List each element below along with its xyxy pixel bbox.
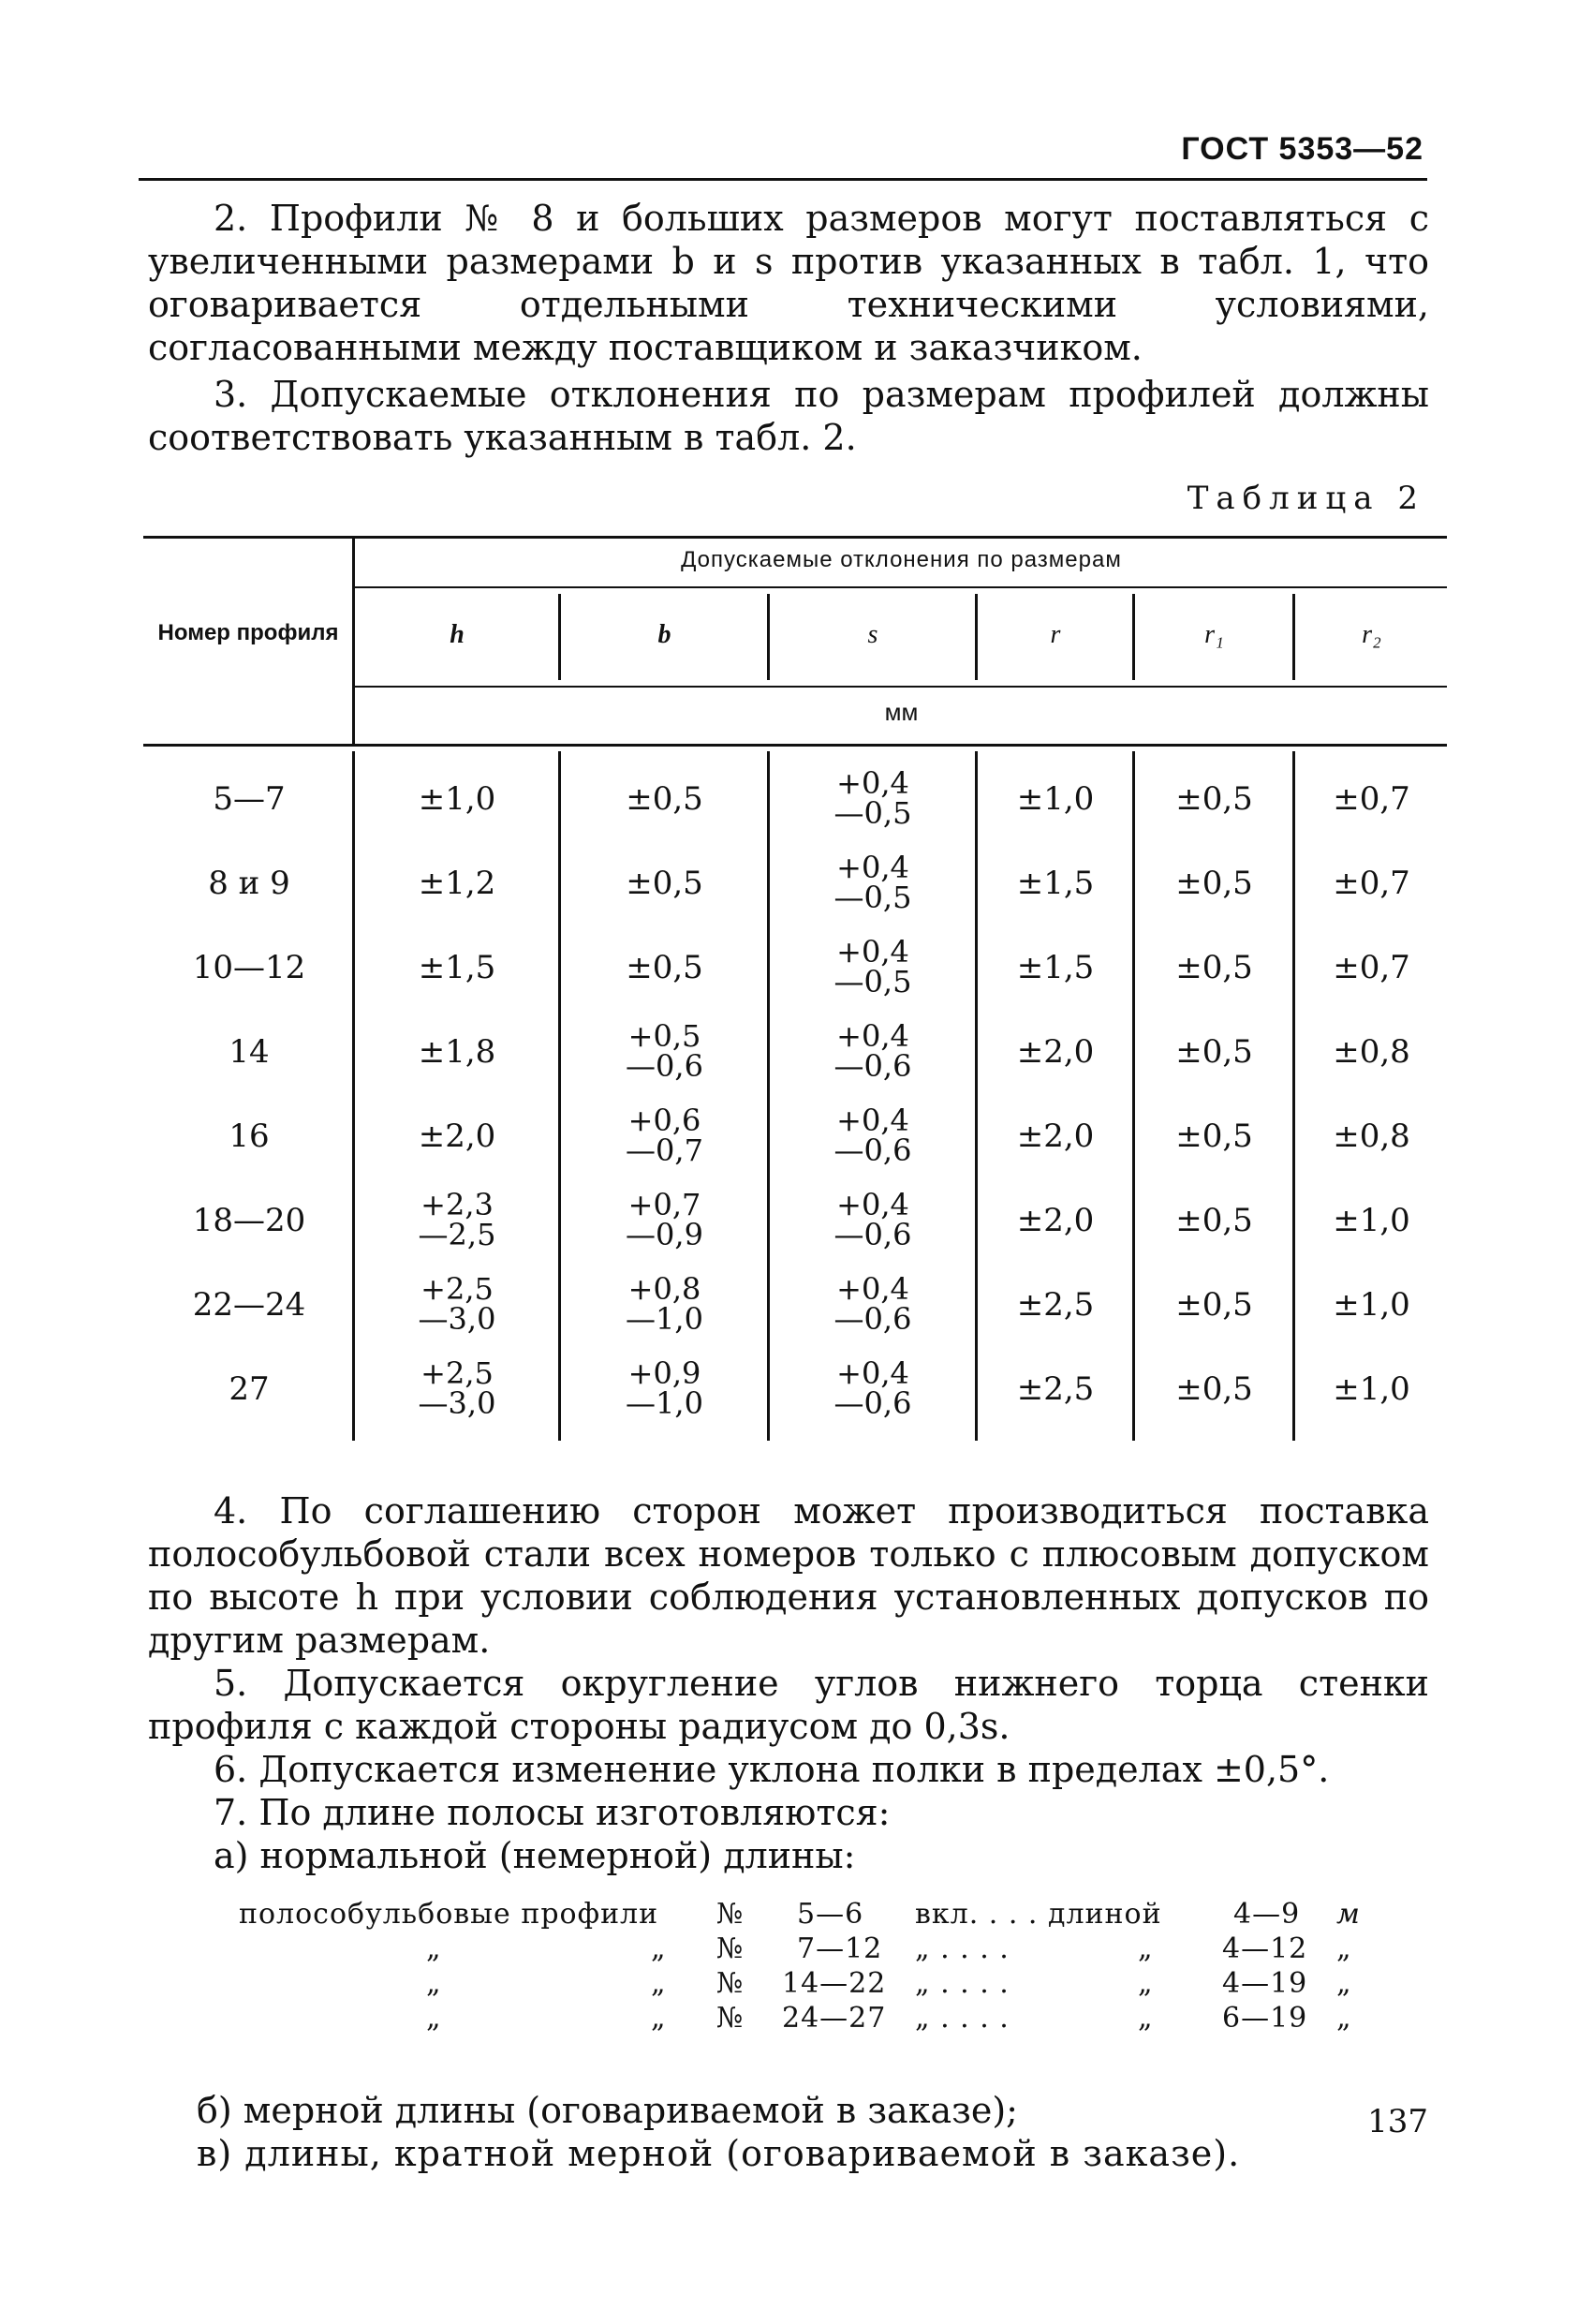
lengths-list bbox=[239, 1897, 1363, 2035]
table-cell-b: +0,7 —0,9 bbox=[626, 1187, 703, 1252]
item-v: в) длины, кратной мерной (оговариваемой в заказе). bbox=[197, 2133, 1241, 2174]
table-cell-profile: 22—24 bbox=[192, 1286, 306, 1324]
table-cell-profile: 8 и 9 bbox=[208, 865, 290, 902]
table-cell-s: +0,4 —0,6 bbox=[833, 1103, 912, 1168]
table-cell-h: +2,3 —2,5 bbox=[418, 1187, 496, 1252]
header-rule bbox=[139, 178, 1427, 181]
table-cell-r2: ±1,0 bbox=[1333, 1286, 1410, 1324]
table-cell-s: +0,4 —0,6 bbox=[833, 1187, 912, 1252]
table-cell-r2: ±1,0 bbox=[1333, 1370, 1410, 1408]
symbol-row-rule bbox=[354, 686, 1447, 688]
list-item: „ „ № 14—22 „ . . . . „ 4—19 „ bbox=[426, 1967, 1352, 2000]
table-cell-b: ±0,5 bbox=[626, 865, 703, 902]
table-cell-profile: 16 bbox=[229, 1118, 270, 1155]
list-item: „ „ № 24—27 „ . . . . „ 6—19 „ bbox=[426, 2002, 1352, 2035]
list-item: полособульбовые профили № 5—6 вкл. . . . длиной 4—9 м bbox=[239, 1898, 1361, 1931]
table-cell-r1: ±0,5 bbox=[1175, 1033, 1253, 1071]
table-cell-s: +0,4 —0,6 bbox=[833, 1271, 912, 1337]
table-cell-r1: ±0,5 bbox=[1175, 1118, 1253, 1155]
header-vline bbox=[558, 594, 561, 680]
table-top-rule bbox=[143, 536, 1447, 539]
standard-header: ГОСТ 5353—52 bbox=[1181, 131, 1423, 167]
table-cell-b: +0,8 —1,0 bbox=[626, 1271, 703, 1337]
table-cell-r2: ±1,0 bbox=[1333, 1202, 1410, 1239]
body-vline bbox=[1292, 751, 1295, 1441]
body-vline bbox=[352, 751, 355, 1441]
table-cell-h: ±1,5 bbox=[418, 949, 496, 986]
unit-label: мм bbox=[884, 698, 919, 726]
paragraph-4: 4. По соглашению сторон может производиться поставка полособульбовой стали всех номеров только с плюсовым допуском по высоте h при условии соблюдения установленных допусков по другим размерам. bbox=[148, 1490, 1429, 1661]
row-header-profile: Номер профиля bbox=[157, 620, 339, 645]
table-cell-r: ±1,5 bbox=[1016, 865, 1095, 902]
table-cell-s: +0,4 —0,6 bbox=[833, 1018, 912, 1084]
page-number: 137 bbox=[1367, 2103, 1428, 2140]
table-cell-r: ±1,5 bbox=[1016, 949, 1095, 986]
header-vline bbox=[1132, 594, 1135, 680]
col-header-r1: r₁ bbox=[1204, 620, 1224, 649]
table-cell-r2: ±0,8 bbox=[1333, 1118, 1410, 1155]
header-vline bbox=[1292, 594, 1295, 680]
col-header-h: h bbox=[450, 620, 465, 649]
table-cell-r1: ±0,5 bbox=[1175, 1202, 1253, 1239]
body-vline bbox=[975, 751, 978, 1441]
col-header-r: r bbox=[1050, 620, 1061, 649]
table-cell-h: ±1,2 bbox=[418, 865, 496, 902]
table-cell-profile: 27 bbox=[229, 1370, 270, 1408]
table-cell-r1: ±0,5 bbox=[1175, 780, 1253, 818]
group-header-rule bbox=[354, 586, 1447, 588]
header-vline bbox=[767, 594, 770, 680]
paragraph-2: 2. Профили № 8 и больших размеров могут поставляться с увеличенными размерами b и s против указанных в табл. 1, что оговаривается отдельными техническими условиями, согласованными между поставщиком и заказчиком. bbox=[148, 198, 1429, 368]
table-cell-r: ±1,0 bbox=[1016, 780, 1095, 818]
body-vline bbox=[558, 751, 561, 1441]
paragraph-7: 7. По длине полосы изготовляются: bbox=[214, 1792, 891, 1833]
table-cell-h: ±2,0 bbox=[418, 1118, 496, 1155]
table-cell-h: +2,5 —3,0 bbox=[418, 1355, 496, 1421]
header-bottom-rule bbox=[143, 744, 1447, 747]
table-cell-b: +0,9 —1,0 bbox=[626, 1355, 703, 1421]
table-cell-r1: ±0,5 bbox=[1175, 1286, 1253, 1324]
table-cell-b: ±0,5 bbox=[626, 780, 703, 818]
table-cell-profile: 5—7 bbox=[213, 780, 286, 818]
header-vline bbox=[975, 594, 978, 680]
table-cell-profile: 18—20 bbox=[192, 1202, 306, 1239]
table-cell-profile: 14 bbox=[229, 1033, 270, 1071]
body-vline bbox=[767, 751, 770, 1441]
paragraph-3: 3. Допускаемые отклонения по размерам профилей должны соответствовать указанным в табл. 2. bbox=[148, 374, 1429, 458]
group-header: Допускаемые отклонения по размерам bbox=[681, 547, 1122, 572]
table-cell-r: ±2,0 bbox=[1016, 1033, 1095, 1071]
body-vline bbox=[1132, 751, 1135, 1441]
table-cell-s: +0,4 —0,5 bbox=[833, 934, 912, 999]
table-cell-s: +0,4 —0,5 bbox=[833, 765, 912, 831]
table-cell-h: +2,5 —3,0 bbox=[418, 1271, 496, 1337]
table-cell-r2: ±0,7 bbox=[1333, 949, 1410, 986]
header-vline bbox=[352, 536, 355, 744]
table-cell-r: ±2,5 bbox=[1016, 1370, 1095, 1408]
item-b: б) мерной длины (оговариваемой в заказе); bbox=[197, 2090, 1018, 2131]
table-cell-r2: ±0,7 bbox=[1333, 865, 1410, 902]
table-cell-r2: ±0,8 bbox=[1333, 1033, 1410, 1071]
table-caption: Таблица 2 bbox=[1187, 480, 1425, 517]
table-cell-h: ±1,0 bbox=[418, 780, 496, 818]
paragraph-5: 5. Допускается округление углов нижнего торца стенки профиля с каждой стороны радиусом до 0,3s. bbox=[148, 1663, 1429, 1747]
table-cell-r: ±2,0 bbox=[1016, 1118, 1095, 1155]
paragraph-6: 6. Допускается изменение уклона полки в пределах ±0,5°. bbox=[214, 1749, 1330, 1790]
table-cell-r: ±2,0 bbox=[1016, 1202, 1095, 1239]
table-cell-b: +0,6 —0,7 bbox=[626, 1103, 703, 1168]
table-cell-b: ±0,5 bbox=[626, 949, 703, 986]
table-cell-s: +0,4 —0,5 bbox=[833, 850, 912, 915]
col-header-s: s bbox=[867, 620, 878, 649]
table-cell-s: +0,4 —0,6 bbox=[833, 1355, 912, 1421]
table-cell-r2: ±0,7 bbox=[1333, 780, 1410, 818]
table-cell-r: ±2,5 bbox=[1016, 1286, 1095, 1324]
table-cell-h: ±1,8 bbox=[418, 1033, 496, 1071]
table-cell-r1: ±0,5 bbox=[1175, 865, 1253, 902]
list-item: „ „ № 7—12 „ . . . . „ 4—12 „ bbox=[426, 1932, 1352, 1965]
table-cell-r1: ±0,5 bbox=[1175, 1370, 1253, 1408]
col-header-b: b bbox=[657, 620, 671, 649]
item-a: а) нормальной (немерной) длины: bbox=[214, 1835, 856, 1876]
table-cell-profile: 10—12 bbox=[192, 949, 306, 986]
table-cell-b: +0,5 —0,6 bbox=[626, 1018, 703, 1084]
table-cell-r1: ±0,5 bbox=[1175, 949, 1253, 986]
col-header-r2: r₂ bbox=[1362, 620, 1381, 649]
